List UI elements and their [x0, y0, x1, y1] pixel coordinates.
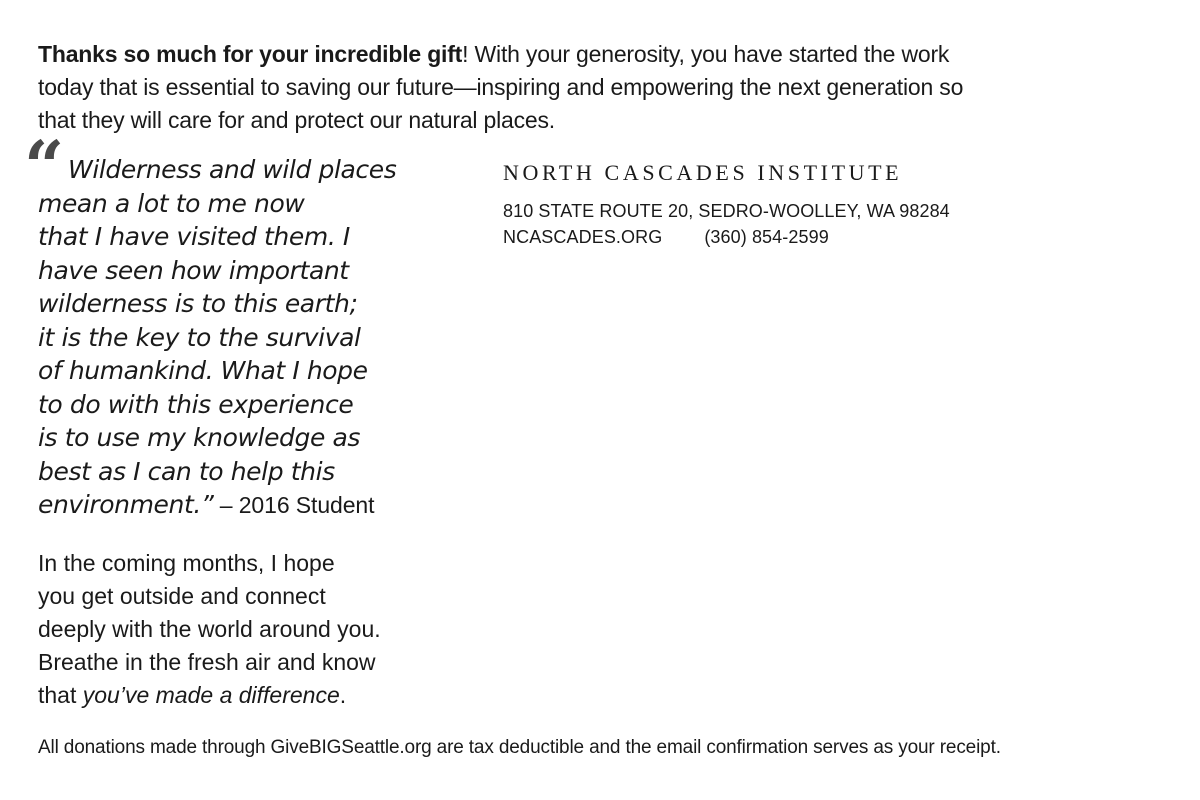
contact-line	[503, 224, 1063, 250]
closing-prefix: that	[38, 682, 83, 708]
quote-line: best as I can to help this	[38, 456, 335, 486]
thank-you-bold: Thanks so much for your incredible gift	[38, 41, 463, 67]
thank-you-intro	[38, 38, 968, 137]
quote-line: environment.”	[38, 490, 214, 519]
quote-line: of humankind. What I hope	[38, 356, 368, 385]
student-quote	[38, 153, 458, 523]
tax-footnote: All donations made through GiveBIGSeattle.org are tax deductible and the email confirmation serves as your receipt.	[38, 737, 1001, 758]
address-block	[503, 160, 1063, 250]
quote-line: Wilderness and wild places	[68, 155, 397, 184]
quote-line: that I have visited them. I	[38, 222, 350, 251]
closing-line: you get outside and connect	[38, 583, 326, 609]
quote-line: it is the key to the survival	[38, 322, 361, 352]
quote-last-line	[38, 488, 458, 523]
quote-attribution: – 2016 Student	[213, 492, 375, 518]
street-address: 810 STATE ROUTE 20, SEDRO-WOOLLEY, WA 98284	[503, 201, 950, 221]
quote-line: is to use my knowledge as	[38, 423, 361, 452]
closing-line: deeply with the world around you.	[38, 616, 381, 642]
closing-line: Breathe in the fresh air and know	[38, 649, 376, 675]
quote-mark-icon: “	[24, 125, 65, 208]
closing-line: In the coming months, I hope	[38, 550, 335, 576]
closing-emphasis: you’ve made a difference	[82, 682, 340, 708]
closing-last-line	[38, 679, 468, 712]
website: NCASCADES.ORG	[503, 227, 663, 247]
closing-message	[38, 547, 468, 712]
thank-you-text: ! With your generosity, you have started the work today that is essential to saving our future—inspiring and empowering the next generation so that they will care for and protect our natural places.	[38, 41, 964, 133]
phone-number: (360) 854-2599	[704, 227, 829, 247]
quote-line: wilderness is to this earth;	[38, 289, 358, 318]
closing-suffix: .	[339, 682, 347, 708]
quote-line: have seen how important	[38, 255, 349, 285]
quote-line: mean a lot to me now	[38, 188, 305, 218]
quote-line: to do with this experience	[38, 389, 354, 419]
org-name: NORTH CASCADES INSTITUTE	[503, 160, 903, 185]
